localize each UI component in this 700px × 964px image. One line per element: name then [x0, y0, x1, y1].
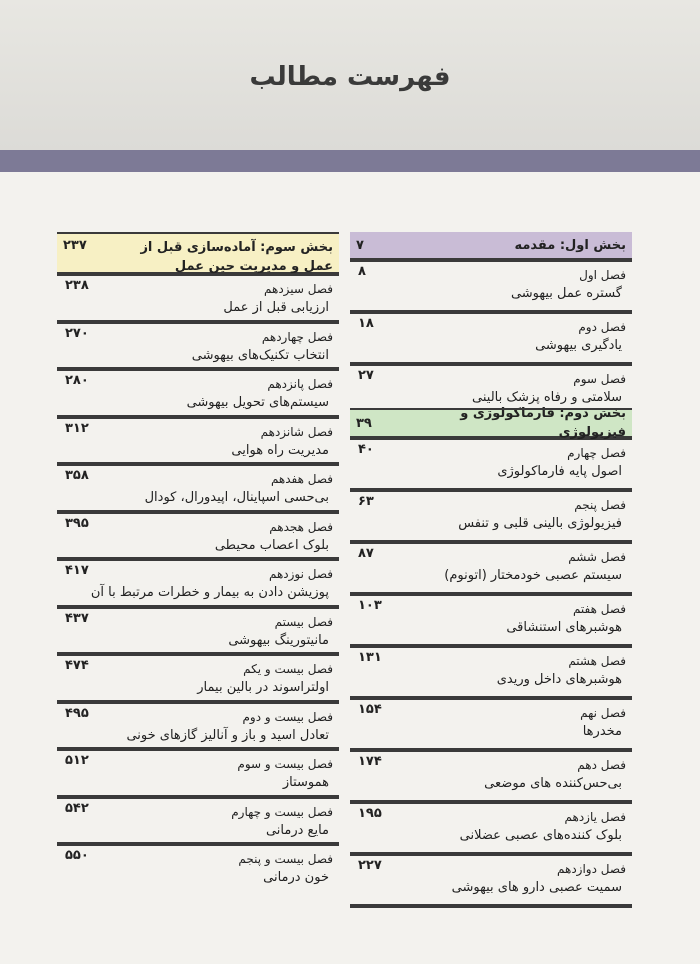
page-number: ۸: [358, 264, 366, 279]
page-number: ۳۱۲: [65, 420, 89, 436]
chapter-topic: سیستم عصبی خودمختار (اتونوم): [444, 568, 622, 583]
page-number: ۳۵۸: [65, 468, 89, 483]
part-title: بخش سوم: آماده‌سازی قبل از عمل و مدیریت حین عمل: [140, 240, 333, 274]
page-number: ۶۳: [358, 494, 374, 509]
chapter-topic: هوشبرهای استنشاقی: [506, 620, 622, 635]
page-number: ۵۵۰: [65, 848, 89, 863]
page-number: ۲۷: [358, 368, 374, 383]
toc-entry[interactable]: [350, 648, 632, 700]
toc-entry[interactable]: [350, 262, 632, 314]
chapter-topic: هموستاز: [282, 775, 329, 790]
chapter-label: فصل هفتم: [572, 602, 626, 616]
chapter-label: فصل هجدهم: [269, 519, 333, 534]
part-title: بخش اول: مقدمه: [514, 237, 626, 253]
page-number: ۲۳۸: [65, 278, 89, 293]
page-number: ۱۰۳: [358, 598, 382, 613]
toc-entry[interactable]: [350, 804, 632, 856]
chapter-label: فصل سوم: [573, 372, 626, 386]
chapter-label: فصل دهم: [577, 758, 626, 772]
chapter-label: فصل نوزدهم: [268, 567, 333, 581]
chapter-topic: تعادل اسید و باز و آنالیز گازهای خونی: [126, 727, 329, 743]
chapter-topic: بی‌حس‌کننده های موضعی: [484, 776, 622, 791]
part-heading[interactable]: [350, 406, 632, 440]
toc-entry[interactable]: [350, 440, 632, 492]
page-number: ۳۹۵: [65, 515, 89, 531]
page-header: [0, 0, 700, 150]
chapter-label: فصل دوازدهم: [557, 862, 626, 876]
chapter-topic: سیستم‌های تحویل بیهوشی: [186, 395, 329, 410]
toc-entry[interactable]: [350, 544, 632, 596]
toc-entry[interactable]: [57, 609, 339, 657]
toc-entry[interactable]: [57, 514, 339, 562]
page-number: ۴۰: [358, 442, 374, 457]
chapter-topic: انتخاب تکنیک‌های بیهوشی: [191, 347, 329, 363]
toc-entry[interactable]: [57, 751, 339, 799]
chapter-topic: هوشبرهای داخل وریدی: [496, 672, 622, 687]
chapter-topic: سمیت عصبی دارو های بیهوشی: [451, 880, 622, 895]
toc-entry[interactable]: [57, 466, 339, 514]
page-number: ۱۳۱: [358, 650, 382, 665]
chapter-label: فصل بیستم: [274, 614, 333, 629]
page-number: ۲۲۷: [358, 858, 382, 873]
page-number: ۱۵۴: [358, 702, 382, 717]
chapter-topic: فیزیولوژی بالینی قلبی و تنفس: [458, 516, 622, 531]
chapter-topic: اولتراسوند در بالین بیمار: [197, 680, 329, 695]
chapter-topic: ارزیابی قبل از عمل: [223, 300, 329, 315]
toc-entry[interactable]: [350, 492, 632, 544]
toc-entry[interactable]: [57, 276, 339, 324]
chapter-topic: بی‌حسی اسپاینال، اپیدورال، کودال: [144, 490, 329, 505]
toc-entry[interactable]: [57, 846, 339, 894]
toc-entry[interactable]: [57, 419, 339, 467]
toc-entry[interactable]: [57, 799, 339, 847]
chapter-label: فصل شانزدهم: [260, 424, 333, 439]
part-title: بخش دوم: فارماکولوژی و فیزیولوژی: [460, 406, 626, 440]
toc-entry[interactable]: [350, 366, 632, 410]
chapter-label: فصل پانزدهم: [267, 377, 333, 391]
chapter-label: فصل دوم: [578, 320, 626, 334]
chapter-label: فصل هشتم: [568, 654, 626, 668]
chapter-label: فصل بیست و پنجم: [238, 852, 333, 866]
chapter-label: فصل بیست و دوم: [242, 709, 333, 724]
chapter-label: فصل بیست و یکم: [243, 662, 333, 676]
chapter-topic: پوزیشن دادن به بیمار و خطرات مرتبط با آن: [90, 585, 329, 600]
page-number: ۱۷۴: [358, 754, 382, 769]
page-number: ۳۹: [356, 415, 372, 431]
page-number: ۲۸۰: [65, 373, 89, 388]
toc-entry[interactable]: [350, 314, 632, 366]
toc-entry[interactable]: [57, 704, 339, 752]
toc-entry[interactable]: [350, 596, 632, 648]
chapter-topic: بلوک اعصاب محیطی: [214, 537, 329, 553]
page-title: فهرست مطالب: [249, 62, 451, 92]
page-number: ۴۷۴: [65, 658, 89, 673]
chapter-label: فصل پنجم: [574, 498, 626, 512]
toc-entry[interactable]: [57, 371, 339, 419]
toc-entry[interactable]: [350, 856, 632, 908]
chapter-topic: مایع درمانی: [265, 822, 329, 838]
page-number: ۱۸: [358, 316, 374, 331]
page-number: ۴۳۷: [65, 610, 89, 626]
chapter-label: فصل بیست و چهارم: [231, 804, 333, 819]
chapter-label: فصل هفدهم: [270, 472, 333, 486]
chapter-label: فصل چهارم: [567, 446, 626, 460]
chapter-topic: بلوک کننده‌های عصبی عضلانی: [459, 828, 622, 843]
chapter-topic: خون درمانی: [263, 870, 329, 885]
chapter-label: فصل اول: [579, 268, 626, 282]
chapter-topic: اصول پایه فارماکولوژی: [497, 464, 622, 479]
chapter-label: فصل چهاردهم: [261, 329, 333, 344]
chapter-topic: یادگیری بیهوشی: [535, 338, 622, 353]
chapter-label: فصل بیست و سوم: [237, 757, 333, 771]
page-number: ۴۹۵: [65, 705, 89, 721]
chapter-topic: گستره عمل بیهوشی: [510, 286, 622, 301]
toc-left-column: [57, 232, 339, 894]
page-number: ۴۱۷: [65, 563, 89, 578]
toc-entry[interactable]: [350, 700, 632, 752]
chapter-label: فصل یازدهم: [564, 810, 626, 824]
chapter-label: فصل سیزدهم: [264, 282, 333, 296]
part-heading[interactable]: [57, 232, 339, 276]
chapter-topic: مدیریت راه هوایی: [231, 442, 329, 458]
toc-entry[interactable]: [57, 324, 339, 372]
page-number: ۵۴۲: [65, 800, 89, 816]
chapter-topic: سلامتی و رفاه پزشک بالینی: [472, 390, 622, 405]
toc-right-column: [350, 232, 632, 908]
page-number: ۱۹۵: [358, 806, 382, 821]
chapter-topic: مخدرها: [582, 724, 622, 739]
toc-entry[interactable]: [57, 656, 339, 704]
page-number: ۵۱۲: [65, 753, 89, 768]
page-number: ۲۳۷: [63, 238, 87, 253]
chapter-label: فصل نهم: [580, 706, 626, 720]
toc-entry[interactable]: [57, 561, 339, 609]
header-band: [0, 150, 700, 172]
page-number: ۸۷: [358, 546, 374, 561]
page-number: ۷: [356, 237, 364, 253]
page-number: ۲۷۰: [65, 325, 89, 341]
part-heading[interactable]: [350, 232, 632, 262]
chapter-topic: مانیتورینگ بیهوشی: [228, 632, 329, 648]
toc-entry[interactable]: [350, 752, 632, 804]
chapter-label: فصل ششم: [568, 550, 626, 564]
